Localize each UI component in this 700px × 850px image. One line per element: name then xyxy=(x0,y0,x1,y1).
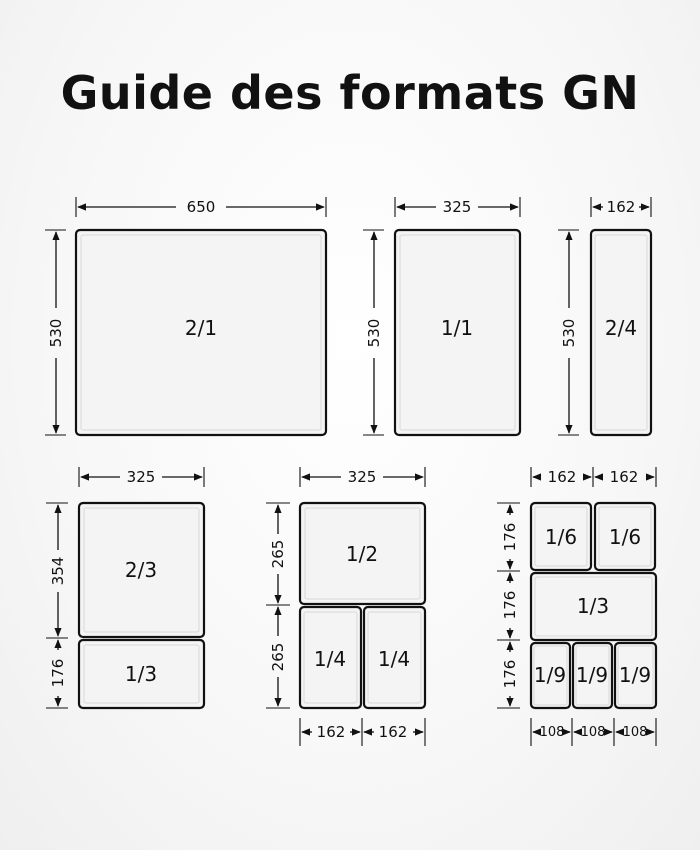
gn-1-4-left-label: 1/4 xyxy=(313,647,347,671)
gn-1-1-label: 1/1 xyxy=(440,316,474,340)
gn-1-2-label: 1/2 xyxy=(345,542,379,566)
gn-1-9-label-2: 1/9 xyxy=(575,663,609,687)
gn-1-6-left-width-label: 162 xyxy=(547,468,577,486)
gn-1-2-combo-group xyxy=(266,467,425,746)
gn-1-6-combo-group xyxy=(497,467,656,746)
gn-row-3-height-label: 176 xyxy=(501,659,519,689)
gn-2-4-height-label: 530 xyxy=(560,318,578,348)
gn-2-3-combo-bottom-height-label: 176 xyxy=(49,658,67,688)
gn-1-1-width-label: 325 xyxy=(442,198,472,216)
gn-1-9-width-label-1: 108 xyxy=(539,725,565,740)
gn-1-3-mid-label: 1/3 xyxy=(576,594,610,618)
gn-1-4-right-width-label: 162 xyxy=(378,723,408,741)
gn-2-4-width-label: 162 xyxy=(606,198,636,216)
gn-2-1-height-label: 530 xyxy=(47,318,65,348)
gn-1-2-combo-width-label: 325 xyxy=(347,468,377,486)
gn-1-4-right-label: 1/4 xyxy=(377,647,411,671)
gn-1-6-left-label: 1/6 xyxy=(544,525,578,549)
gn-2-1-width-label: 650 xyxy=(186,198,216,216)
gn-row-1-height-label: 176 xyxy=(501,522,519,552)
gn-2-3-label: 2/3 xyxy=(124,558,158,582)
gn-1-2-combo-bottom-height-label: 265 xyxy=(269,642,287,672)
gn-1-1-height-label: 530 xyxy=(365,318,383,348)
gn-2-1-group xyxy=(45,197,326,435)
page-title: Guide des formats GN xyxy=(60,66,640,120)
gn-1-6-right-label: 1/6 xyxy=(608,525,642,549)
gn-1-2-combo-top-height-label: 265 xyxy=(269,539,287,569)
gn-2-3-combo-width-label: 325 xyxy=(126,468,156,486)
gn-row-2-height-label: 176 xyxy=(501,590,519,620)
gn-2-3-combo-group xyxy=(46,467,204,708)
gn-1-3-label: 1/3 xyxy=(124,662,158,686)
gn-1-9-width-label-3: 108 xyxy=(622,725,648,740)
gn-1-9-label-3: 1/9 xyxy=(618,663,652,687)
gn-1-1-group xyxy=(363,197,520,435)
gn-2-1-label: 2/1 xyxy=(184,316,218,340)
gn-1-4-left-width-label: 162 xyxy=(316,723,346,741)
gn-2-4-group xyxy=(558,197,651,435)
gn-1-9-label-1: 1/9 xyxy=(533,663,567,687)
gn-1-9-width-label-2: 108 xyxy=(580,725,606,740)
gn-1-6-right-width-label: 162 xyxy=(609,468,639,486)
gn-2-4-label: 2/4 xyxy=(604,316,638,340)
gn-2-3-combo-top-height-label: 354 xyxy=(49,556,67,586)
